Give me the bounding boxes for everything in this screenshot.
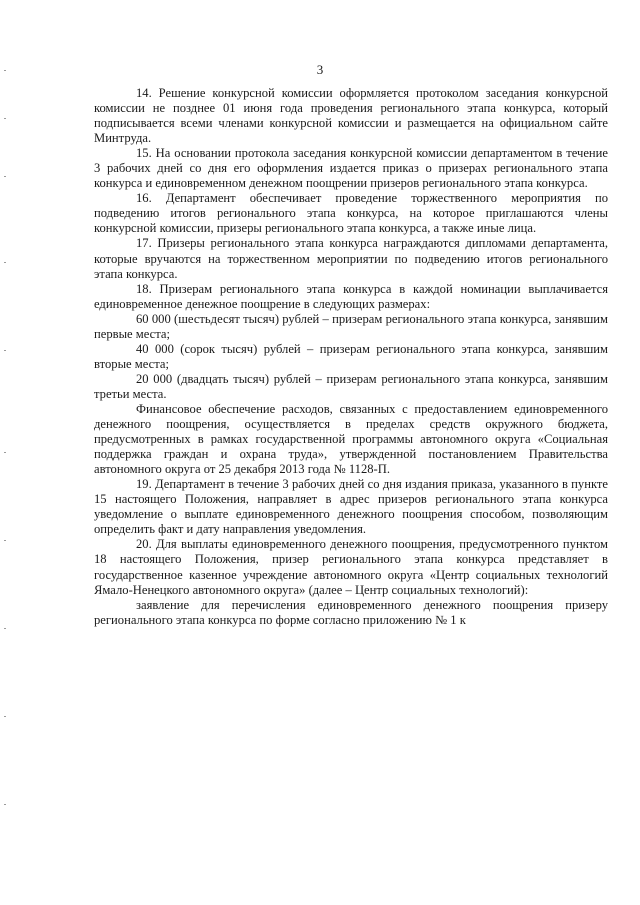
reward-second-place: 40 000 (сорок тысяч) рублей – призерам регионального этапа конкурса, занявшим вторые места;: [94, 341, 608, 371]
document-body: [94, 86, 608, 628]
paragraph-14-commission-decision: 14. Решение конкурсной комиссии оформляется протоколом заседания конкурсной комиссии не позднее 01 июня года проведения регионального этапа конкурса, который подписывается всеми членами конкурсной комиссии и размещается на официальном сайте Минтруда.: [94, 86, 608, 146]
paragraph-application: заявление для перечисления единовременного денежного поощрения призеру регионального этапа конкурса по форме согласно приложению № 1 к: [94, 597, 608, 627]
paragraph-17-diplomas: 17. Призеры регионального этапа конкурса награждаются дипломами департамента, которые вручаются на торжественном мероприятии по подведению итогов регионального этапа конкурса.: [94, 236, 608, 281]
paragraph-19-notification: 19. Департамент в течение 3 рабочих дней со дня издания приказа, указанного в пункте 15 настоящего Положения, направляет в адрес призеров регионального этапа конкурса уведомление о выплате единовременного денежного поощрения способом, позволяющим определить факт и дату направления уведомления.: [94, 477, 608, 537]
paragraph-funding: Финансовое обеспечение расходов, связанных с предоставлением единовременного денежного поощрения, осуществляется в пределах средств окружного бюджета, предусмотренных в рамках государственной программы автономного округа «Социальная поддержка граждан и охрана труда», утвержденной постановлением Правительства автономного округа от 25 декабря 2013 года № 1128-П.: [94, 401, 608, 477]
paragraph-18-cash-reward: 18. Призерам регионального этапа конкурса в каждой номинации выплачивается единовременное денежное поощрение в следующих размерах:: [94, 281, 608, 311]
paragraph-20-documents: 20. Для выплаты единовременного денежного поощрения, предусмотренного пунктом 18 настоящего Положения, призер регионального этапа конкурса представляет в государственное казенное учреждение автономного округа «Центр социальных технологий Ямало-Ненецкого автономного округа» (далее – Центр социальных технологий):: [94, 537, 608, 597]
scan-edge-marks: [4, 0, 10, 905]
paragraph-16-ceremony: 16. Департамент обеспечивает проведение торжественного мероприятия по подведению итогов регионального этапа конкурса, на которое приглашаются члены конкурсной комиссии, призеры регионального этапа конкурса, а также иные лица.: [94, 191, 608, 236]
reward-first-place: 60 000 (шестьдесят тысяч) рублей – призерам регионального этапа конкурса, занявшим первые места;: [94, 311, 608, 341]
reward-third-place: 20 000 (двадцать тысяч) рублей – призерам регионального этапа конкурса, занявшим третьи места.: [94, 371, 608, 401]
paragraph-15-order-issuance: 15. На основании протокола заседания конкурсной комиссии департаментом в течение 3 рабочих дней со дня его оформления издается приказ о призерах регионального этапа конкурса и единовременном денежном поощрении призеров регионального этапа конкурса.: [94, 146, 608, 191]
page-number: 3: [316, 62, 324, 77]
